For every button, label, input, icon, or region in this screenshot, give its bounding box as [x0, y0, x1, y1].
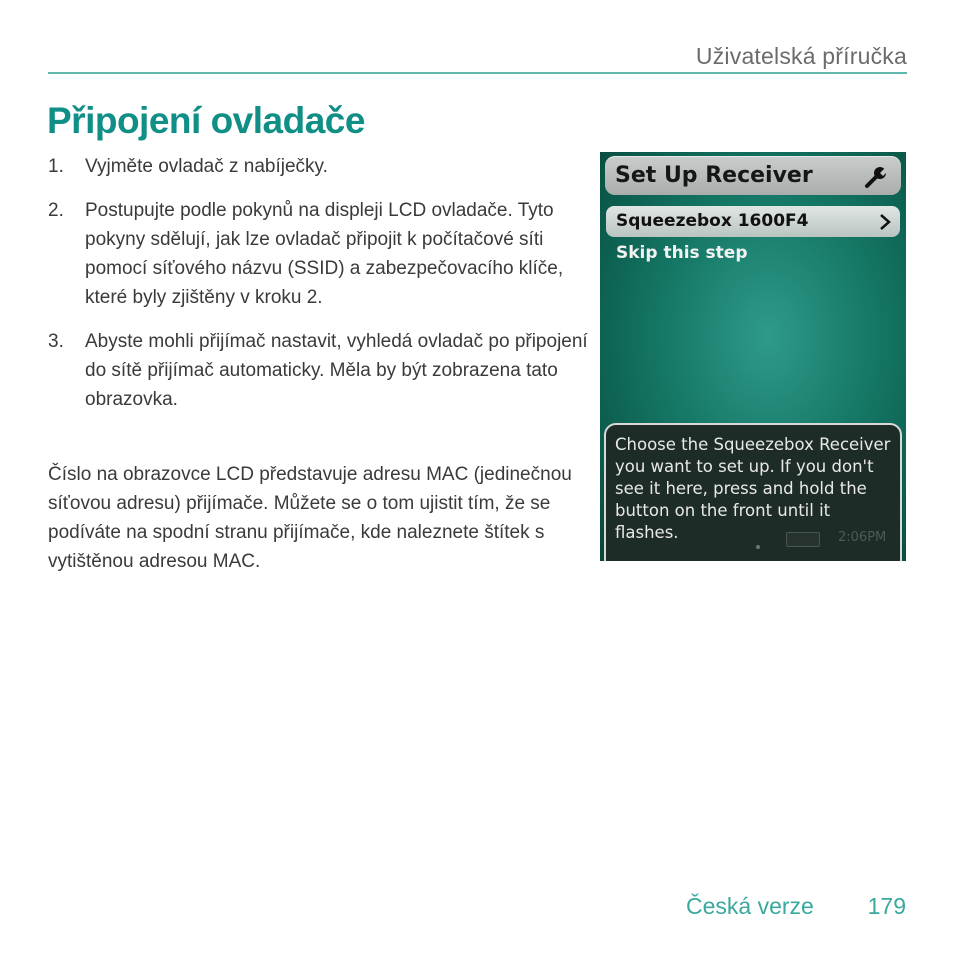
chevron-right-icon [878, 213, 892, 231]
step-item [48, 152, 588, 181]
step-text: Vyjměte ovladač z nabíječky. [85, 156, 328, 177]
help-popup [604, 423, 902, 561]
receiver-list-item[interactable] [606, 206, 900, 237]
battery-icon [786, 532, 820, 547]
section-title: Připojení ovladače [47, 100, 365, 141]
step-item [48, 196, 588, 312]
receiver-name: Squeezebox 1600F4 [616, 211, 809, 231]
indicator-dot [756, 545, 760, 549]
step-number: 1. [48, 156, 64, 177]
device-screen [600, 152, 906, 561]
step-text: Abyste mohli přijímač nastavit, vyhledá ovladač po připojení do sítě přijímač automaticky. Měla by být zobrazena tato obrazovka. [85, 331, 588, 410]
skip-step-item[interactable]: Skip this step [616, 243, 748, 263]
device-title-bar [605, 156, 901, 195]
footer-language: Česká verze [686, 893, 814, 919]
step-item [48, 327, 588, 414]
device-title: Set Up Receiver [615, 163, 813, 188]
clock-readout: 2:06PM [838, 530, 887, 545]
manual-title: Uživatelská příručka [695, 43, 907, 69]
step-number: 2. [48, 200, 64, 221]
header-divider [48, 72, 907, 74]
wrench-icon[interactable] [863, 164, 889, 190]
step-text: Postupujte podle pokynů na displeji LCD ovladače. Tyto pokyny sdělují, jak lze ovladač připojit k počítačové síti pomocí síťového názvu (SSID) a zabezpečovacího klíče, které byly zjištěny v kroku 2. [85, 200, 564, 308]
steps-list [48, 152, 588, 429]
help-text: Choose the Squeezebox Receiver you want to set up. If you don't see it here, press and hold the button on the front until it flashes. [615, 435, 891, 542]
step-number: 3. [48, 331, 64, 352]
page-number: 179 [867, 893, 906, 919]
mac-address-paragraph: Číslo na obrazovce LCD představuje adresu MAC (jedinečnou síťovou adresu) přijímače. Můžete se o tom ujistit tím, že se podíváte na spodní stranu přijímače, kde naleznete štítek s vytištěnou adresou MAC. [48, 464, 572, 572]
